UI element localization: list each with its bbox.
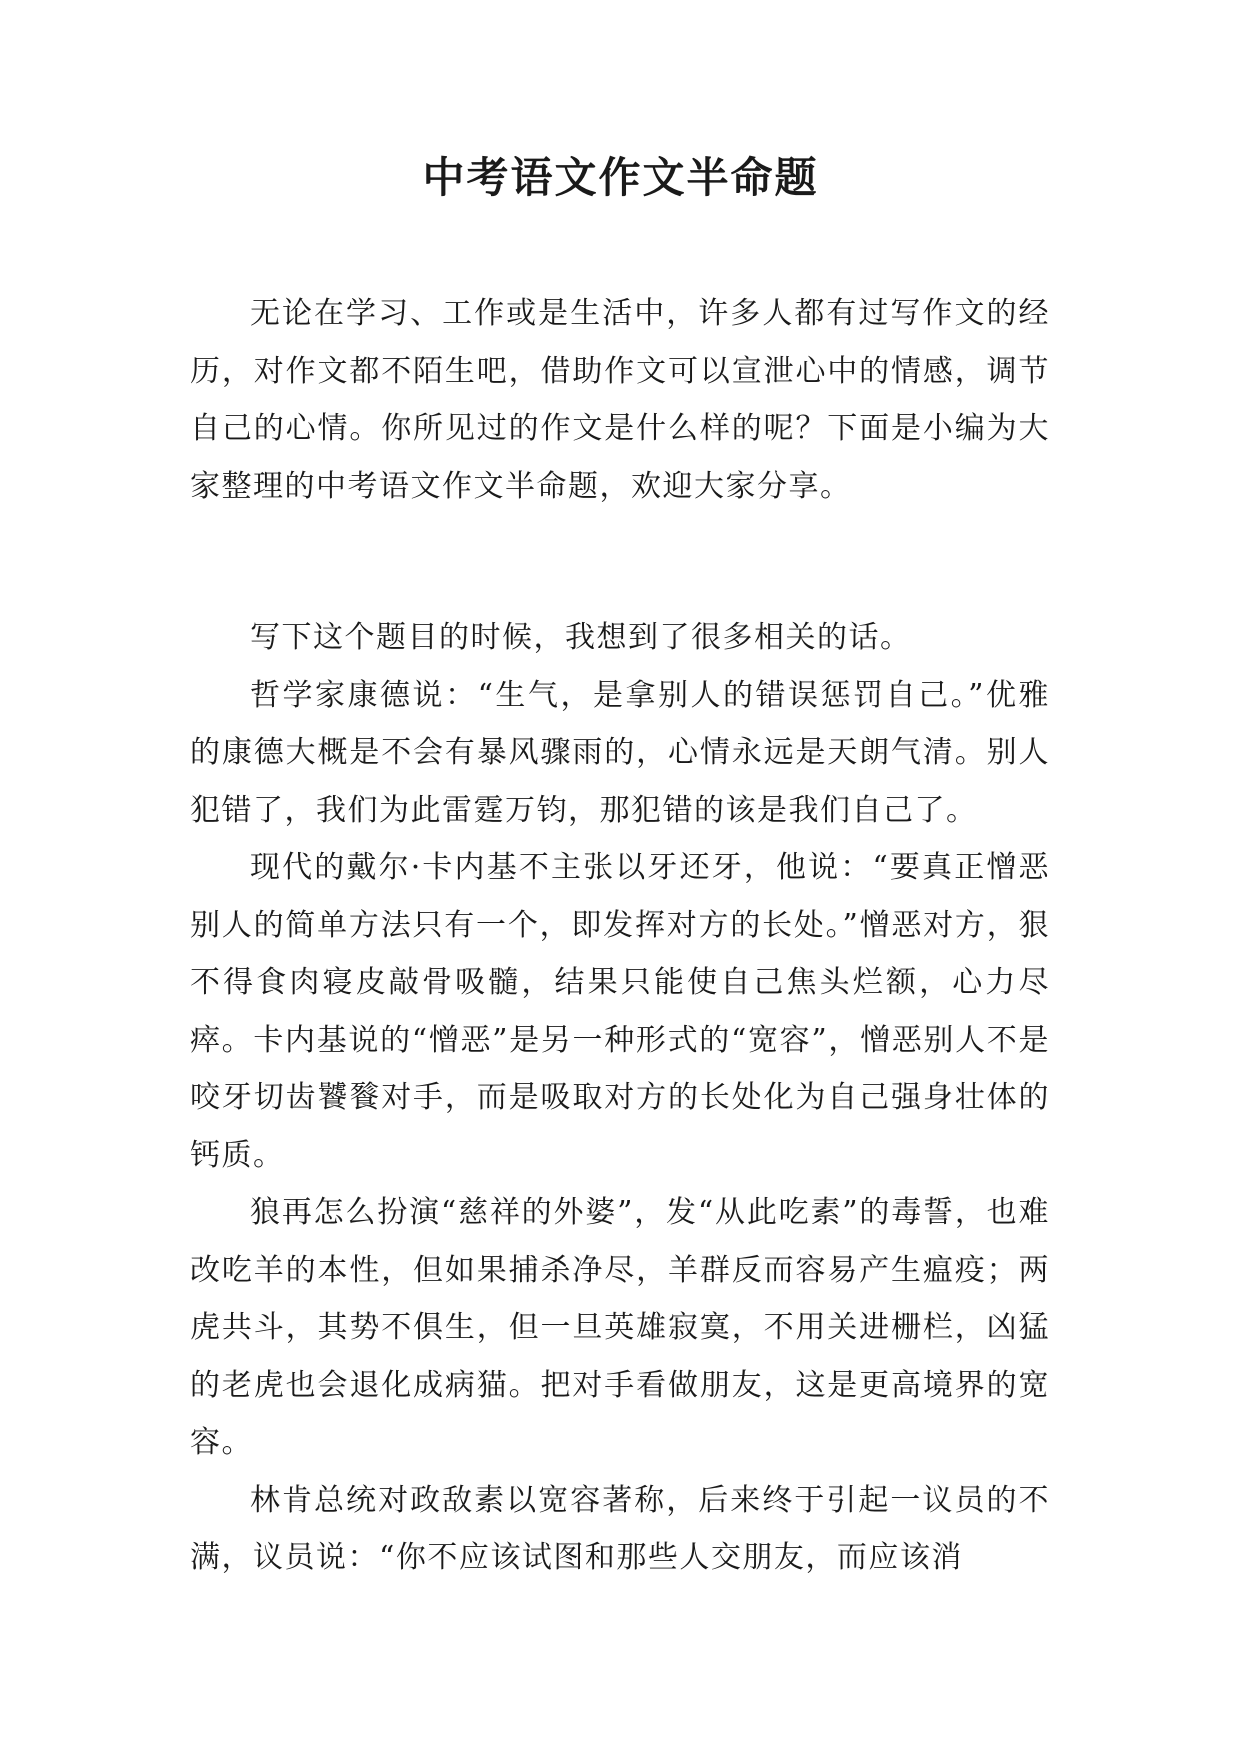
document-title: 中考语文作文半命题	[422, 153, 819, 202]
document-body	[190, 285, 1050, 1587]
intro-paragraph: 无论在学习、工作或是生活中，许多人都有过写作文的经历，对作文都不陌生吧，借助作文可以宣泄心中的情感，调节自己的心情。你所见过的作文是什么样的呢？下面是小编为大家整理的中考语文作文半命题，欢迎大家分享。	[190, 296, 1050, 504]
body-paragraph: 狼再怎么扮演“慈祥的外婆”，发“从此吃素”的毒誓，也难改吃羊的本性，但如果捕杀净尽，羊群反而容易产生瘟疫；两虎共斗，其势不俱生，但一旦英雄寂寞，不用关进栅栏，凶猛的老虎也会退化成病猫。把对手看做朋友，这是更高境界的宽容。	[190, 1195, 1050, 1460]
paragraph-spacer	[190, 515, 1050, 609]
body-paragraph: 哲学家康德说：“生气，是拿别人的错误惩罚自己。”优雅的康德大概是不会有暴风骤雨的，心情永远是天朗气清。别人犯错了，我们为此雷霆万钧，那犯错的该是我们自己了。	[190, 677, 1050, 828]
body-paragraph: 写下这个题目的时候，我想到了很多相关的话。	[250, 620, 912, 655]
body-paragraph: 现代的戴尔·卡内基不主张以牙还牙，他说：“要真正憎恶别人的简单方法只有一个，即发挥对方的长处。”憎恶对方，狠不得食肉寝皮敲骨吸髓，结果只能使自己焦头烂额，心力尽瘁。卡内基说的“憎恶”是另一种形式的“宽容”，憎恶别人不是咬牙切齿饕餮对手，而是吸取对方的长处化为自己强身壮体的钙质。	[190, 850, 1050, 1173]
body-paragraph: 林肯总统对政敌素以宽容著称，后来终于引起一议员的不满，议员说：“你不应该试图和那些人交朋友，而应该消	[190, 1482, 1050, 1575]
